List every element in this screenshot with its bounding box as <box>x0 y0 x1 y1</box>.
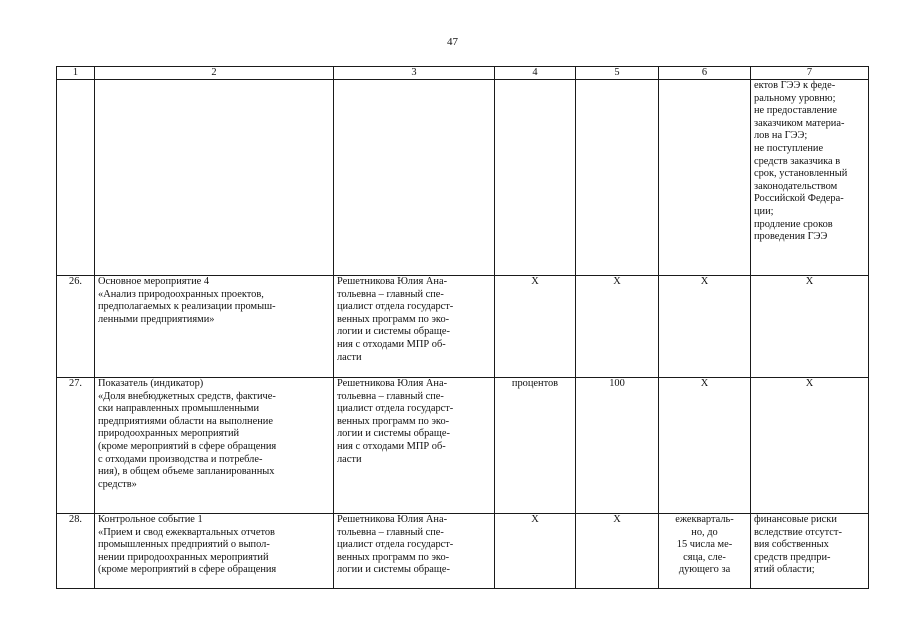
column-header: 7 <box>751 67 869 80</box>
row-name: Основное мероприятие 4 «Анализ природоохранных проектов, предполагаемых к реализации промыш- ленными предприятиями» <box>95 276 334 378</box>
row-value: Х <box>576 514 659 589</box>
column-header: 6 <box>659 67 751 80</box>
row-number <box>57 80 95 276</box>
program-table <box>56 66 869 589</box>
row-responsible: Решетникова Юлия Ана- тольевна – главный спе- циалист отдела государст- венных программ по эко- логии и системы обраще- ния с отходами МПР об- ласти <box>334 378 495 514</box>
row-unit: Х <box>495 514 576 589</box>
column-header: 5 <box>576 67 659 80</box>
row-deadline: Х <box>659 276 751 378</box>
row-name: Показатель (индикатор) «Доля внебюджетных средств, фактиче- ски направленных промышленными предприятиями области на выполнение природоохранных мероприятий (кроме мероприятий в сфере обращения с отходами производства и потребле- ния), в общем объеме запланированных средств» <box>95 378 334 514</box>
row-responsible <box>334 80 495 276</box>
page-number: 47 <box>447 36 458 48</box>
column-header: 1 <box>57 67 95 80</box>
column-header: 4 <box>495 67 576 80</box>
row-deadline: ежекварталь- но, до 15 числа ме- сяца, сле- дующего за <box>659 514 751 589</box>
row-responsible: Решетникова Юлия Ана- тольевна – главный спе- циалист отдела государст- венных программ по эко- логии и системы обраще- <box>334 514 495 589</box>
row-name <box>95 80 334 276</box>
row-unit <box>495 80 576 276</box>
table-header-row <box>57 67 869 80</box>
table-row <box>57 514 869 589</box>
table-row <box>57 378 869 514</box>
row-name: Контрольное событие 1 «Прием и свод ежеквартальных отчетов промышленных предприятий о выпол- нении природоохранных мероприятий (кроме мероприятий в сфере обращения <box>95 514 334 589</box>
row-deadline: Х <box>659 378 751 514</box>
row-unit: Х <box>495 276 576 378</box>
column-header: 2 <box>95 67 334 80</box>
row-risks: финансовые риски вследствие отсутст- вия собственных средств предпри- ятий области; <box>751 514 869 589</box>
row-number: 27. <box>57 378 95 514</box>
row-value: 100 <box>576 378 659 514</box>
row-number: 26. <box>57 276 95 378</box>
row-value <box>576 80 659 276</box>
row-value: Х <box>576 276 659 378</box>
row-risks: Х <box>751 276 869 378</box>
table-row <box>57 80 869 276</box>
row-risks: ектов ГЭЭ к феде- ральному уровню; не предоставление заказчиком материа- лов на ГЭЭ; не поступление средств заказчика в срок, установленный законодательством Российской Федера- ции; продление сроков проведения ГЭЭ <box>751 80 869 276</box>
table-row <box>57 276 869 378</box>
column-header: 3 <box>334 67 495 80</box>
row-deadline <box>659 80 751 276</box>
row-unit: процентов <box>495 378 576 514</box>
row-number: 28. <box>57 514 95 589</box>
row-responsible: Решетникова Юлия Ана- тольевна – главный спе- циалист отдела государст- венных программ по эко- логии и системы обраще- ния с отходами МПР об- ласти <box>334 276 495 378</box>
row-risks: Х <box>751 378 869 514</box>
